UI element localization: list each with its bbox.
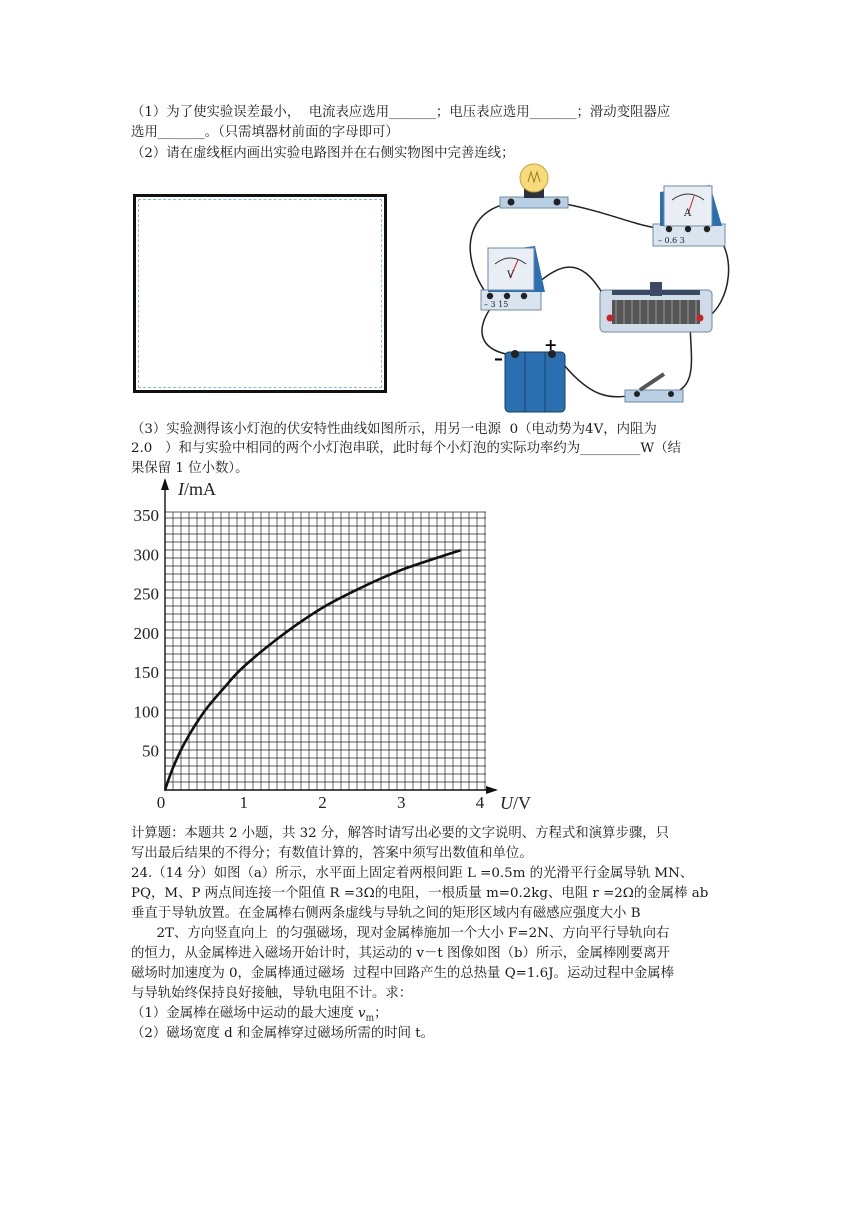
q1-subscript: m — [365, 1013, 375, 1024]
battery-minus-label: – — [494, 348, 503, 369]
voltmeter-letter: V — [507, 270, 515, 281]
y-axis-arrow — [161, 478, 169, 490]
problem-24-line-3: 垂直于导轨放置。在金属棒右侧两条虚线与导轨之间的矩形区域内有磁感应强度大小 B — [131, 906, 641, 921]
y-tick-label: 250 — [133, 584, 159, 604]
x-tick-label: 4 — [475, 793, 485, 812]
question-3-line-2: 2.0 ）和与实验中相同的两个小灯泡串联，此时每个小灯泡的实际功率约为_________W（结 — [131, 441, 681, 456]
x-tick-label: 2 — [318, 793, 327, 812]
question-2-text: （2）请在虚线框内画出实验电路图并在右侧实物图中完善连线； — [131, 146, 515, 161]
q1-variable: v — [358, 1006, 366, 1021]
problem-24-line-7: 与导轨始终保持良好接触，导轨电阻不计。求： — [131, 986, 413, 1001]
ammeter-scale: – 0.6 3 — [658, 236, 685, 245]
y-tick-label: 200 — [133, 623, 159, 643]
question-1-line-2: 选用_______。（只需填器材前面的字母即可） — [131, 125, 399, 140]
y-tick-label: 350 — [133, 506, 159, 525]
x-tick-label: 3 — [397, 793, 406, 812]
x-axis-arrow — [486, 786, 498, 794]
origin-label: 0 — [156, 793, 166, 812]
q1-prefix: （1）金属棒在磁场中运动的最大速度 — [131, 1006, 359, 1021]
problem-24-line-6: 磁场时加速度为 0，金属棒通过磁场 过程中回路产生的总热量 Q=1.6J。运动过程中金属棒 — [131, 966, 675, 981]
y-axis-label: I/mA — [178, 479, 217, 499]
question-1-line-1: （1）为了使实验误差最小， 电流表应选用_______；电压表应选用_______；滑动变阻器应 — [131, 105, 671, 120]
x-tick-label: 1 — [239, 793, 248, 812]
problem-24-line-5: 的恒力，从金属棒进入磁场开始计时，其运动的 v－t 图像如图（b）所示，金属棒刚要离开 — [131, 946, 670, 961]
y-tick-label: 150 — [133, 663, 159, 683]
problem-24-line-4: 2T、方向竖直向上 的匀强磁场，现对金属棒施加一个大小 F=2N、方向平行导轨向右 — [131, 926, 670, 941]
question-3-line-3: 果保留 1 位小数）。 — [131, 461, 249, 476]
problem-24-line-2: PQ，M、P 两点间连接一个阻值 R =3Ω的电阻，一根质量 m=0.2kg、电阻 r =2Ω的金属棒 ab — [131, 886, 709, 901]
y-tick-label: 300 — [133, 545, 159, 565]
problem-24-line-1: 24.（14 分）如图（a）所示，水平面上固定着两根间距 L =0.5m 的光滑平行金属导轨 MN、 — [131, 866, 694, 881]
x-axis-label: U/V — [500, 793, 531, 813]
problem-24-question-2: （2）磁场宽度 d 和金属棒穿过磁场所需的时间 t。 — [131, 1026, 435, 1041]
battery-plus-label: + — [544, 335, 558, 354]
y-tick-label: 50 — [142, 741, 159, 761]
y-tick-label: 100 — [133, 702, 159, 722]
question-3-line-1: （3）实验测得该小灯泡的伏安特性曲线如图所示，用另一电源 0（电动势为4V，内阻为 — [131, 422, 657, 437]
calc-intro-line-1: 计算题：本题共 2 小题，共 32 分，解答时请写出必要的文字说明、方程式和演算步骤，只 — [131, 826, 670, 841]
ammeter-letter: A — [684, 208, 692, 219]
voltmeter-scale: – 3 15 — [484, 300, 509, 309]
q1-suffix: ； — [374, 1006, 388, 1021]
calc-intro-line-2: 写出最后结果的不得分；有数值计算的，答案中须写出数值和单位。 — [131, 846, 533, 861]
